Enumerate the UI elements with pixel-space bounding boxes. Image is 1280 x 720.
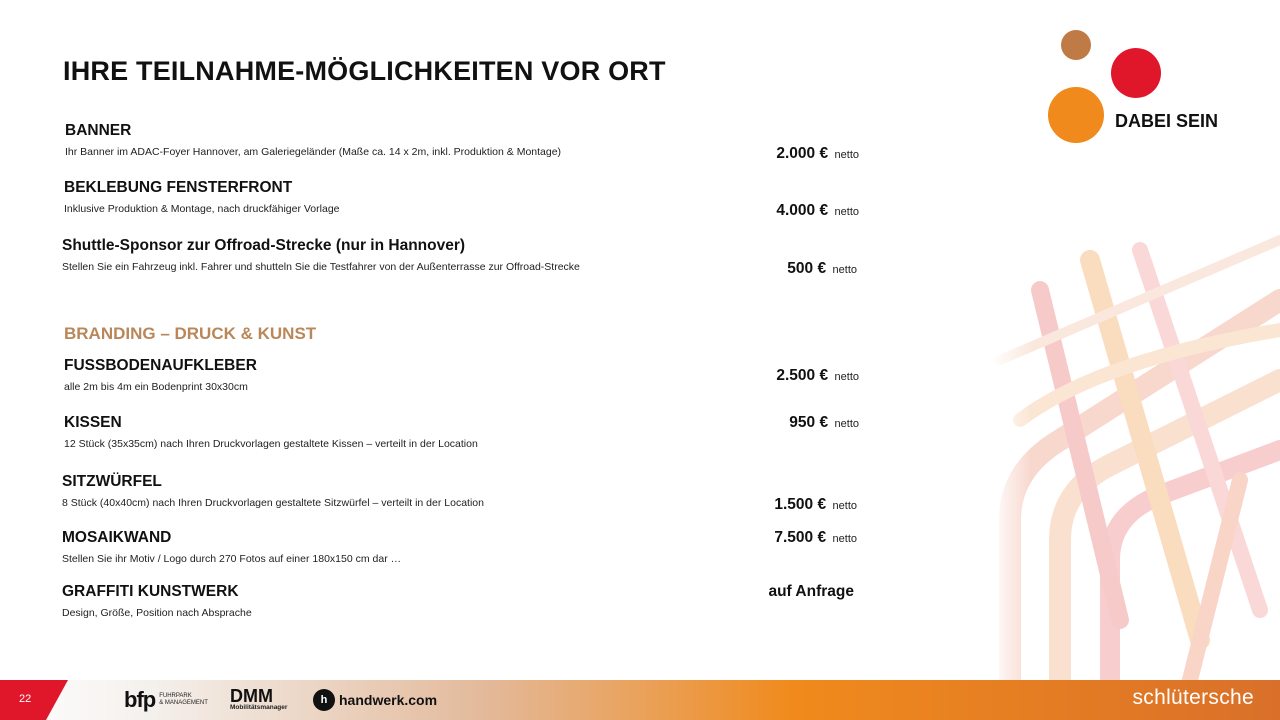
- offer-description: Stellen Sie ihr Motiv / Logo durch 270 Fotos auf einer 180x150 cm dar …: [62, 553, 402, 565]
- price-amount: auf Anfrage: [768, 583, 854, 600]
- price-unit: netto: [834, 418, 859, 430]
- page-number: 22: [19, 693, 32, 705]
- offer-price: [787, 260, 857, 278]
- offer-title: GRAFFITI KUNSTWERK: [62, 583, 239, 600]
- price-unit: netto: [834, 206, 859, 218]
- offer-banner: [65, 122, 561, 158]
- price-amount: 2.500 €: [776, 367, 829, 384]
- bfp-logo: bfp FUHRPARK & MANAGEMENT: [124, 687, 208, 712]
- offer-title: KISSEN: [64, 414, 122, 431]
- offer-price: [789, 414, 859, 432]
- offer-title: Shuttle-Sponsor zur Offroad-Strecke (nur in Hannover): [62, 237, 466, 254]
- section-heading-branding: BRANDING – DRUCK & KUNST: [64, 324, 317, 343]
- brown-circle: [1061, 30, 1091, 60]
- offer-description: alle 2m bis 4m ein Bodenprint 30x30cm: [64, 381, 248, 393]
- offer-price: [774, 496, 857, 514]
- price-amount: 7.500 €: [774, 529, 827, 546]
- offer-beklebung: [64, 179, 340, 215]
- dmm-logo: DMM Mobilitätsmanager: [230, 686, 288, 711]
- offer-title: BEKLEBUNG FENSTERFRONT: [64, 179, 293, 196]
- offer-price: [776, 202, 859, 220]
- price-unit: netto: [832, 500, 857, 512]
- offer-description: 8 Stück (40x40cm) nach Ihren Druckvorlagen gestaltete Sitzwürfel – verteilt in der Location: [62, 497, 484, 509]
- offer-description: Design, Größe, Position nach Absprache: [62, 607, 252, 619]
- offer-title: MOSAIKWAND: [62, 529, 172, 546]
- offer-kissen: [64, 414, 478, 450]
- offer-graffiti: [62, 583, 252, 619]
- offer-description: Ihr Banner im ADAC-Foyer Hannover, am Galeriegeländer (Maße ca. 14 x 2m, inkl. Produktion & Montage): [65, 146, 562, 158]
- offer-sitzwuerfel: [62, 473, 484, 509]
- handwerk-logo: h handwerk.com: [313, 686, 437, 714]
- price-amount: 950 €: [789, 414, 829, 431]
- offer-mosaikwand: [62, 529, 401, 565]
- price-unit: netto: [832, 533, 857, 545]
- price-amount: 4.000 €: [776, 202, 829, 219]
- orange-circle: [1048, 87, 1104, 143]
- price-amount: 1.500 €: [774, 496, 827, 513]
- offer-description: 12 Stück (35x35cm) nach Ihren Druckvorlagen gestaltete Kissen – verteilt in der Location: [64, 438, 478, 450]
- offer-title: SITZWÜRFEL: [62, 473, 162, 490]
- offer-price: [776, 145, 859, 163]
- offer-shuttle: [62, 237, 580, 273]
- offer-price: [776, 367, 859, 385]
- price-amount: 500 €: [787, 260, 827, 277]
- price-amount: 2.000 €: [776, 145, 829, 162]
- handwerk-icon: h: [313, 689, 335, 711]
- offer-title: FUSSBODENAUFKLEBER: [64, 357, 257, 374]
- schluetersche-logo: schlütersche: [1132, 686, 1254, 709]
- offer-price: [774, 529, 857, 547]
- offer-price: [768, 583, 856, 601]
- offer-description: Inklusive Produktion & Montage, nach druckfähiger Vorlage: [64, 203, 340, 215]
- dabei-sein-label: DABEI SEIN: [1115, 111, 1219, 131]
- red-circle: [1111, 48, 1161, 98]
- price-unit: netto: [834, 149, 859, 161]
- page-title: IHRE TEILNAHME-MÖGLICHKEITEN VOR ORT: [63, 56, 666, 86]
- offer-description: Stellen Sie ein Fahrzeug inkl. Fahrer und shutteln Sie die Testfahrer von der Außenterrasse zur Offroad-Strecke: [62, 261, 580, 273]
- price-unit: netto: [832, 264, 857, 276]
- price-unit: netto: [834, 371, 859, 383]
- offer-fussbodenaufkleber: [64, 357, 257, 393]
- offer-title: BANNER: [65, 122, 132, 139]
